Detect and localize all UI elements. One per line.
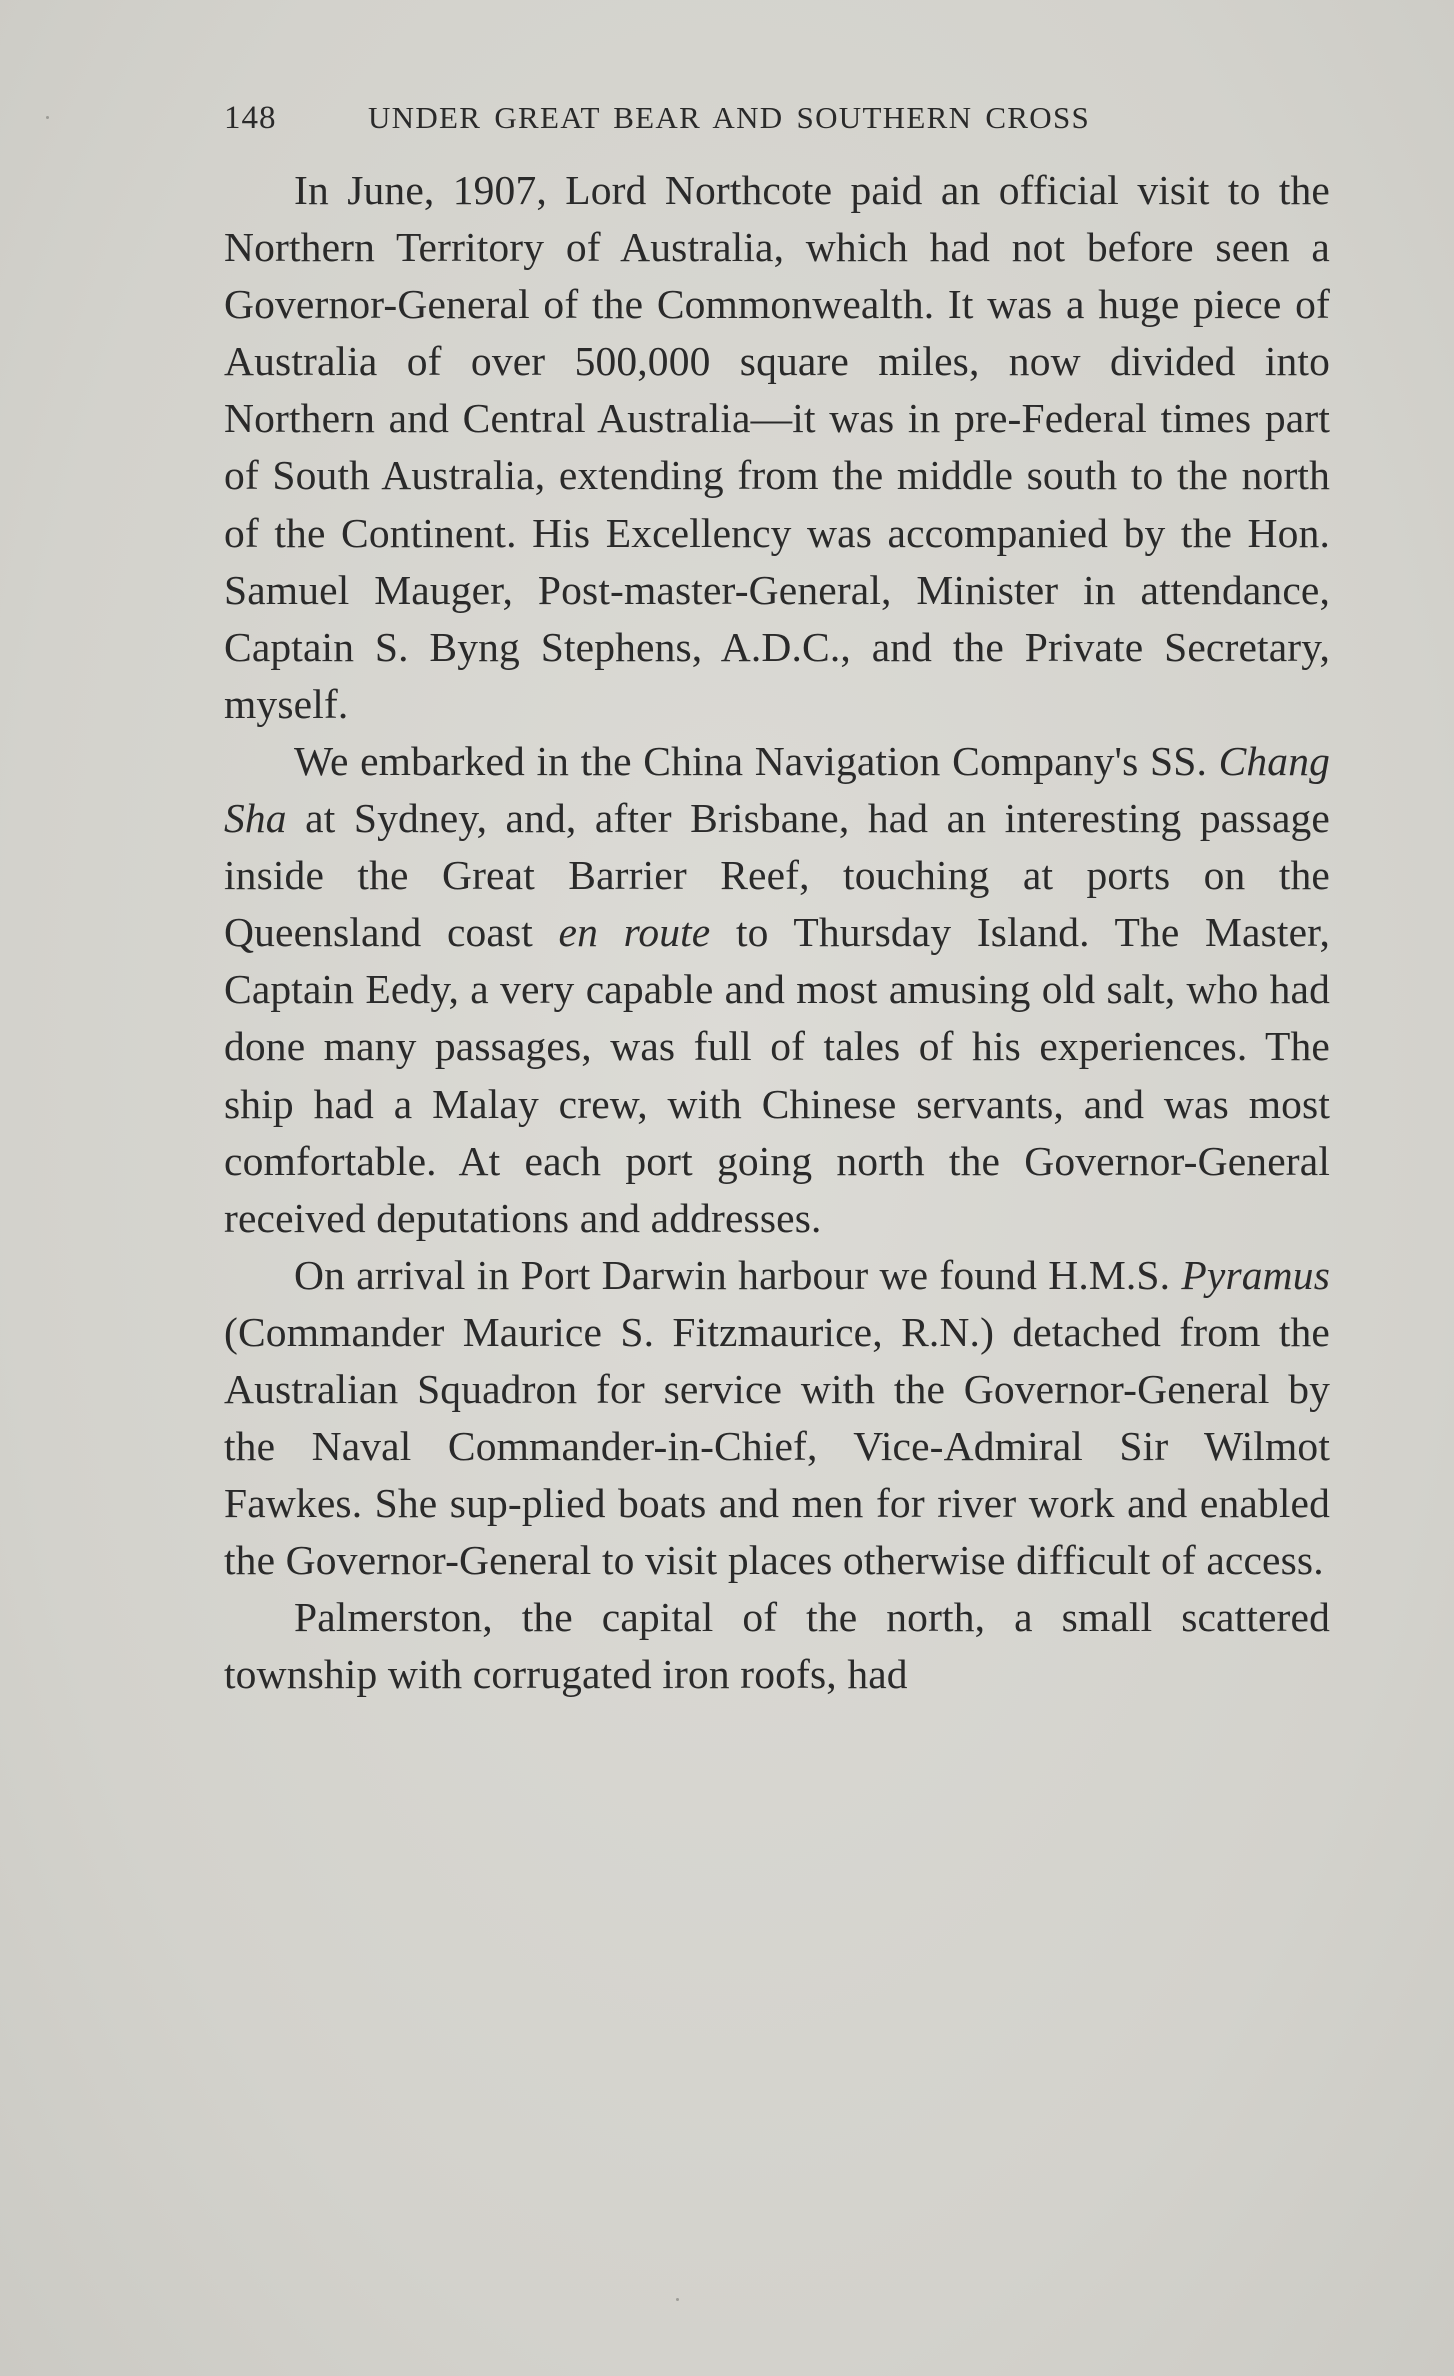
- text-segment: We embarked in the China Navigation Company's SS.: [294, 737, 1219, 784]
- running-head: [224, 100, 1330, 158]
- book-page: [224, 100, 1330, 1704]
- text-segment: at Sydney, and, after Brisbane, had an interesting passage inside the Great Barrier Reef, touching at ports on the Queensland coast: [224, 795, 1330, 956]
- paragraph: [224, 733, 1330, 1247]
- italic-phrase: en route: [558, 909, 711, 956]
- text-segment: On arrival in Port Darwin harbour we found H.M.S.: [294, 1251, 1182, 1298]
- text-segment: to Thursday Island. The Master, Captain Eedy, a very capable and most amusing old salt, who had done many passages, was full of tales of his experiences. The ship had a Malay crew, with Chinese servants, and was most comfortable. At each port going north the Governor-General received deputations and addresses.: [224, 909, 1330, 1241]
- paragraph: [224, 162, 1330, 733]
- ship-name-italic: Pyramus: [1181, 1251, 1330, 1298]
- text-segment: In June, 1907, Lord Northcote paid an official visit to the Northern Territory of Australia, which had not before seen a Governor-General of the Commonwealth. It was a huge piece of Australia of over 500,000 square miles, now divided into Northern and Central Australia—it was in pre-Federal times part of South Australia, extending from the middle south to the north of the Continent. His Excellency was accompanied by the Hon. Samuel Mauger, Post-master-General, Minister in attendance, Captain S. Byng Stephens, A.D.C., and the Private Secretary, myself.: [224, 167, 1330, 727]
- paragraph: [224, 1247, 1330, 1590]
- body-text: [224, 162, 1330, 1704]
- paper-speck: [46, 116, 49, 119]
- text-segment: Palmerston, the capital of the north, a small scattered township with corrugated iron roofs, had: [224, 1594, 1330, 1698]
- ship-name-italic: Chang Sha: [224, 737, 1330, 842]
- paper-speck: [676, 2298, 679, 2301]
- page-number: 148: [224, 100, 277, 136]
- paragraph: [224, 1589, 1330, 1703]
- running-title: UNDER GREAT BEAR AND SOUTHERN CROSS: [368, 100, 1091, 135]
- text-segment: (Commander Maurice S. Fitzmaurice, R.N.) detached from the Australian Squadron for service with the Governor-General by the Naval Commander-in-Chief, Vice-Admiral Sir Wilmot Fawkes. She sup-plied boats and men for river work and enabled the Governor-General to visit places otherwise difficult of access.: [224, 1308, 1330, 1584]
